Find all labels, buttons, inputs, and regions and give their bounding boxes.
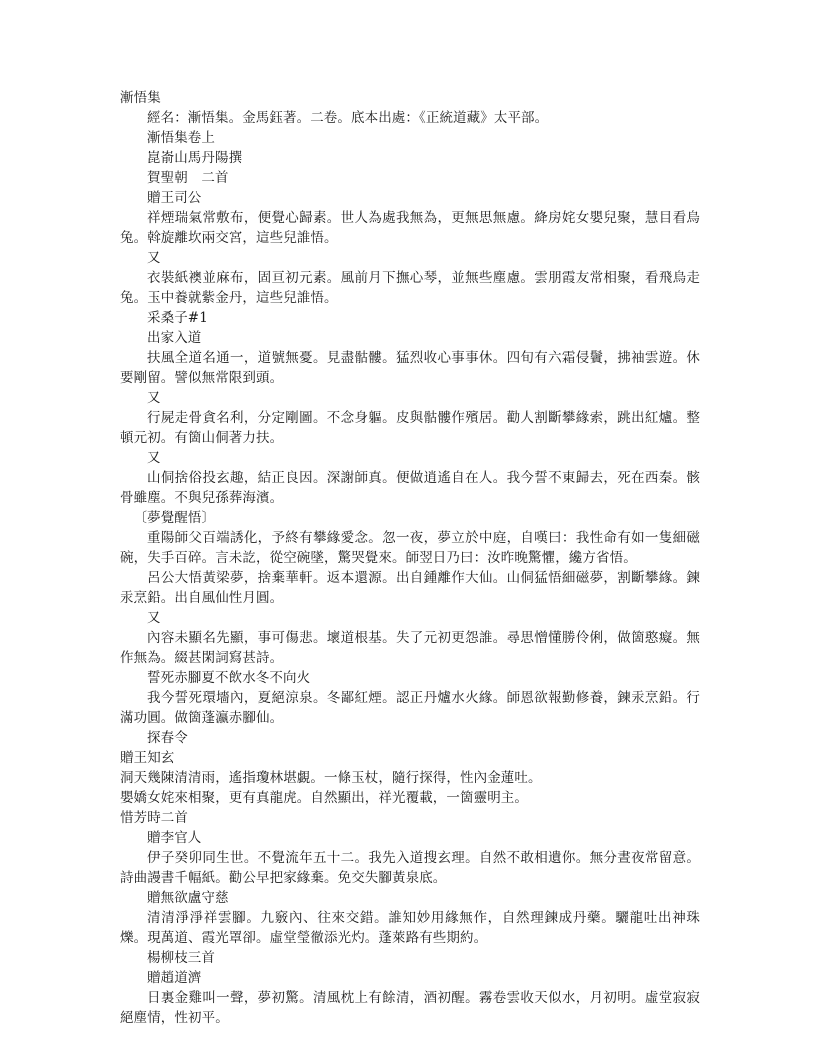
poem-body: 伊子癸卯同生世。不覺流年五十二。我先入道搜玄理。自然不敢相遺你。無分晝夜常留意。詩曲謾書千幅紙。勸公早把家緣棄。免交失腳黃泉底。	[120, 850, 700, 886]
tune-title-he-sheng-chao: 賀聖朝 二首	[147, 170, 229, 186]
poem-marker-you-4: 又	[147, 610, 161, 626]
document-body	[120, 88, 700, 1028]
poem-body: 祥煙瑞氣常敷布，便覺心歸素。世人為處我無為，更無思無慮。絳房姹女嬰兒聚，慧目看烏兔。斡旋離坎兩交宮，這些兒誰悟。	[120, 210, 700, 246]
volume-heading: 漸悟集卷上	[147, 130, 215, 146]
poem-body: 山侗捨俗投玄趣，結正良因。深謝師真。便做逍遙自在人。我今誓不東歸去，死在西秦。骸骨雖塵。不與兒孫葬海濱。	[120, 470, 700, 506]
poem-body: 扶風全道名通一，道號無憂。見盡骷髏。猛烈收心事事休。四旬有六霜侵鬢，拂袖雲遊。休要剛留。譬似無常限到頭。	[120, 350, 700, 386]
poem-body: 洞天幾陳清清雨，遙指瓊林堪覷。一條玉杖，隨行探得，性內金蓮吐。	[120, 770, 542, 786]
poem-marker-you-3: 又	[147, 450, 161, 466]
poem-subtitle-zeng-li-guan-ren: 贈李官人	[147, 830, 202, 846]
page-title: 漸悟集	[120, 90, 161, 106]
poem-body: 日裏金雞叫一聲，夢初驚。清風枕上有餘清，酒初醒。霧卷雲收天似水，月初明。虛堂寂寂絕塵情，性初平。	[120, 990, 700, 1026]
poem-body: 呂公大悟黃梁夢，捨棄華軒。返本還源。出自鍾離作大仙。山侗猛悟細磁夢，割斷攀緣。鍊汞烹鉛。出自風仙性月圓。	[120, 570, 700, 606]
poem-subtitle-zeng-wu-yu-lu-shou-ci: 贈無欲盧守慈	[147, 890, 229, 906]
poem-subtitle-shi-si-chi-jiao: 誓死赤腳夏不飲水冬不向火	[147, 670, 311, 686]
poem-body: 我今誓死環墻內，夏絕涼泉。冬鄙紅煙。認正丹爐水火緣。師恩欲報勤修養，鍊汞烹鉛。行滿功圓。做箇蓬瀛赤腳仙。	[120, 690, 700, 726]
tune-title-cai-sang-zi: 采桑子#1	[147, 310, 208, 326]
tune-title-xi-fang-shi: 惜芳時二首	[120, 810, 188, 826]
poem-subtitle-zeng-zhao-dao-ji: 贈趙道濟	[147, 970, 202, 986]
poem-subtitle-zeng-wang-zhi-xuan: 贈王知玄	[120, 750, 175, 766]
poem-body: 嬰嬌女姹來相聚，更有真龍虎。自然顯出，祥光覆載，一箇靈明主。	[120, 790, 528, 806]
section-heading-meng-jue-xing-wu: 〔夢覺醒悟〕	[133, 510, 216, 526]
scripture-metadata-line: 經名：漸悟集。金馬鈺著。二卷。底本出處：《正統道藏》太平部。	[147, 110, 549, 126]
poem-body: 行屍走骨貪名利，分定剛圖。不念身軀。皮與骷髏作殯居。勸人割斷攀緣索，跳出紅爐。整頓元初。有箇山侗著力扶。	[120, 410, 700, 446]
tune-title-tan-chun-ling: 探春令	[147, 730, 188, 746]
poem-subtitle-zeng-wang-si-gong: 贈王司公	[147, 190, 202, 206]
prose-body: 重陽師父百端誘化，予終有攀緣愛念。忽一夜，夢立於中庭，自嘆曰：我性命有如一隻細磁碗，失手百碎。言未訖，從空碗墜，驚哭覺來。師翌日乃曰：汝昨晚驚懼，纔方省悟。	[120, 530, 700, 566]
author-attribution: 崑嵛山馬丹陽撰	[147, 150, 243, 166]
poem-body: 清清淨淨祥雲腳。九竅內、往來交錯。誰知妙用緣無作，自然理鍊成丹藥。驪龍吐出神珠爍。現萬道、霞光罩卻。虛堂瑩徹添光灼。蓬萊路有些期約。	[120, 910, 700, 946]
tune-title-yang-liu-zhi: 楊柳枝三首	[147, 950, 215, 966]
poem-marker-you-1: 又	[147, 250, 161, 266]
poem-body: 衣裝紙襖並麻布，固亘初元素。風前月下撫心琴，並無些塵慮。雲朋霞友常相聚，看飛烏走兔。玉中養就紫金丹，這些兒誰悟。	[120, 270, 700, 306]
poem-body: 內容未顯名先顯，事可傷悲。壞道根基。失了元初更怨誰。尋思憎懂勝伶俐，做箇憨癡。無作無為。綴甚閑詞寫甚詩。	[120, 630, 700, 666]
poem-subtitle-chu-jia-ru-dao: 出家入道	[147, 330, 202, 346]
poem-marker-you-2: 又	[147, 390, 161, 406]
